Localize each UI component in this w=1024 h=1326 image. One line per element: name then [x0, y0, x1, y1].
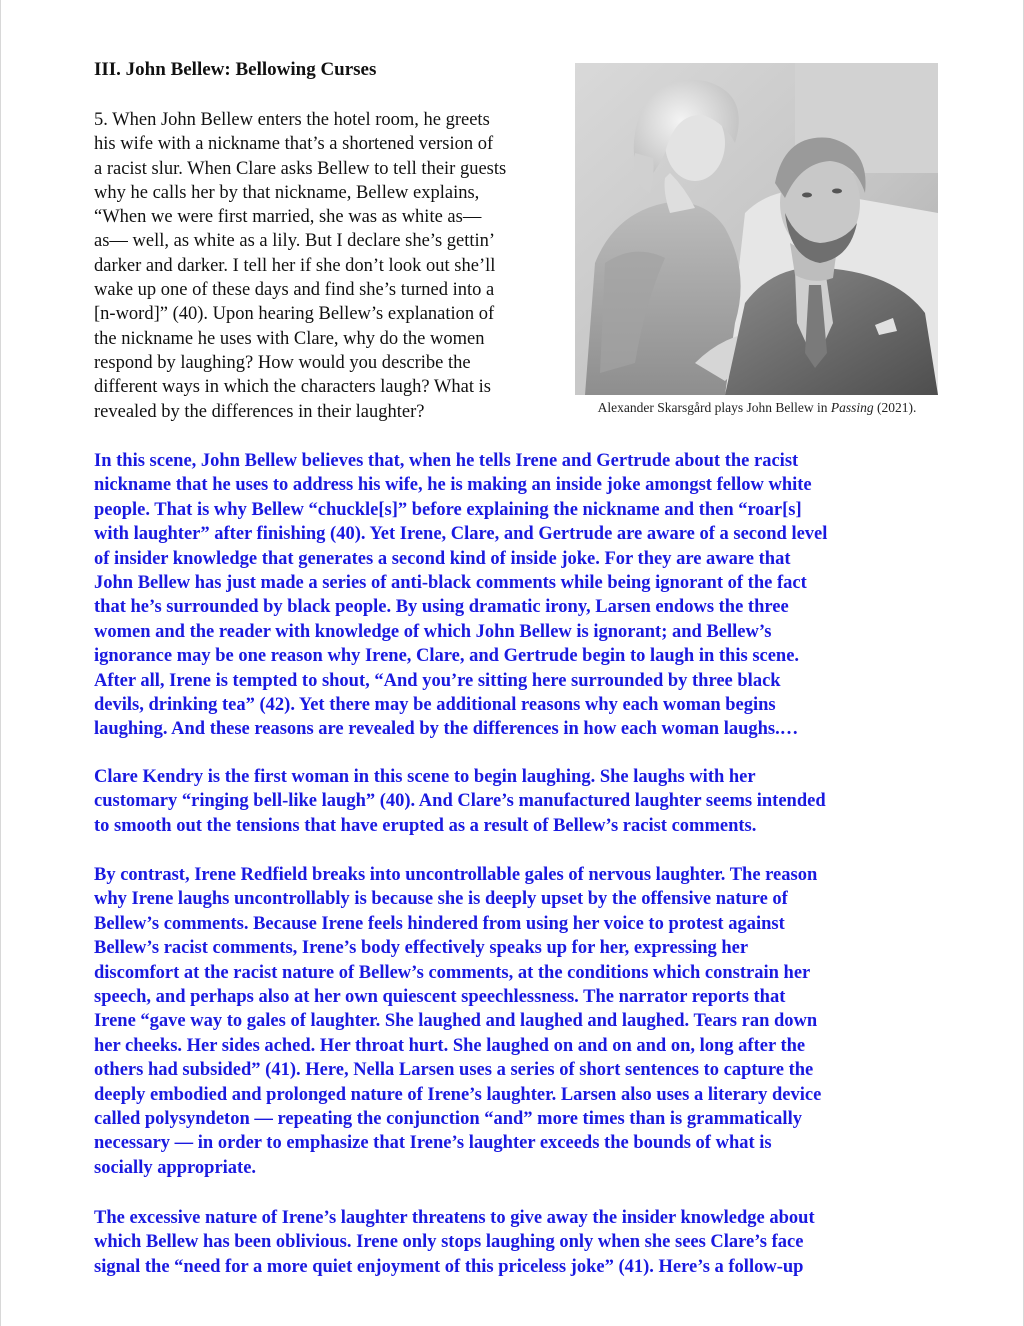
answer-line: people. That is why Bellew “chuckle[s]” before explaining the nickname and then “roar[s]: [94, 499, 802, 520]
answer-line: After all, Irene is tempted to shout, “And you’re sitting here surrounded by three black: [94, 670, 781, 691]
answer-line: that he’s surrounded by black people. By using dramatic irony, Larsen endows the three: [94, 597, 789, 618]
question-paragraph: [94, 108, 564, 424]
caption-year: (2021).: [873, 400, 917, 415]
answer-line: ignorance may be one reason why Irene, Clare, and Gertrude begin to laugh in this scene.: [94, 646, 800, 667]
answer-line: her cheeks. Her sides ached. Her throat hurt. She laughed on and on and on, long after the: [94, 1035, 806, 1056]
answer-line: By contrast, Irene Redfield breaks into uncontrollable gales of nervous laughter. The reason: [94, 865, 818, 885]
answer-line: with laughter” after finishing (40). Yet Irene, Clare, and Gertrude are aware of a second level: [94, 524, 828, 545]
answer-line: The excessive nature of Irene’s laughter threatens to give away the insider knowledge about: [94, 1208, 815, 1228]
section-heading: III. John Bellew: Bellowing Curses: [94, 59, 377, 80]
caption-film-title: Passing: [830, 400, 874, 415]
answer-line: socially appropriate.: [94, 1157, 257, 1178]
answer-line: Bellew’s comments. Because Irene feels hindered from using her voice to protest against: [94, 913, 785, 934]
answer-line: which Bellew has been oblivious. Irene only stops laughing only when she sees Clare’s face: [94, 1232, 804, 1253]
figure-caption: [575, 400, 939, 416]
answer-line: deeply embodied and prolonged nature of Irene’s laughter. Larsen also uses a literary device: [94, 1084, 822, 1105]
answer-line: customary “ringing bell-like laugh” (40). And Clare’s manufactured laughter seems intended: [94, 791, 826, 812]
question-line: his wife with a nickname that’s a shortened version of: [94, 134, 494, 155]
question-line: the nickname he uses with Clare, why do the women: [94, 328, 485, 349]
answer-paragraph-4: [94, 1206, 954, 1279]
question-line: 5. When John Bellew enters the hotel room, he greets: [94, 110, 490, 130]
film-still-figure: [575, 63, 939, 416]
question-line: a racist slur. When Clare asks Bellew to tell their guests: [94, 158, 507, 179]
caption-text: Alexander Skarsgård plays John Bellew in: [597, 400, 831, 415]
question-line: respond by laughing? How would you describe the: [94, 352, 471, 373]
answer-line: women and the reader with knowledge of which John Bellew is ignorant; and Bellew’s: [94, 621, 772, 642]
question-line: “When we were first married, she was as white as—: [94, 207, 482, 228]
answer-line: called polysyndeton — repeating the conjunction “and” more times than is grammatically: [94, 1109, 802, 1130]
answer-line: Clare Kendry is the first woman in this scene to begin laughing. She laughs with her: [94, 767, 756, 787]
question-line: different ways in which the characters laugh? What is: [94, 377, 491, 398]
question-line: why he calls her by that nickname, Bellew explains,: [94, 182, 480, 203]
answer-line: nickname that he uses to address his wife, he is making an inside joke amongst fellow white: [94, 475, 812, 496]
answer-line: speech, and perhaps also at her own quiescent speechlessness. The narrator reports that: [94, 987, 786, 1008]
answer-line: John Bellew has just made a series of anti-black comments while being ignorant of the fact: [94, 573, 807, 594]
question-line: as— well, as white as a lily. But I declare she’s gettin’: [94, 231, 496, 252]
question-line: darker and darker. I tell her if she don’t look out she’ll: [94, 255, 496, 276]
answer-line: necessary — in order to emphasize that Irene’s laughter exceeds the bounds of what is: [94, 1133, 772, 1154]
answer-paragraph-1: [94, 449, 954, 742]
question-line: wake up one of these days and find she’s turned into a: [94, 280, 495, 301]
film-still-photo: [575, 63, 938, 395]
answer-line: signal the “need for a more quiet enjoyment of this priceless joke” (41). Here’s a follow-up: [94, 1256, 804, 1277]
answer-line: Bellew’s racist comments, Irene’s body effectively speaks up for her, expressing her: [94, 938, 749, 959]
answer-line: of insider knowledge that generates a second kind of inside joke. For they are aware that: [94, 548, 791, 569]
answer-line: discomfort at the racist nature of Bellew’s comments, at the conditions which constrain her: [94, 962, 811, 983]
answer-line: laughing. And these reasons are revealed by the differences in how each woman laughs.…: [94, 719, 799, 740]
answer-line: why Irene laughs uncontrollably is because she is deeply upset by the offensive nature of: [94, 889, 788, 910]
question-line: revealed by the differences in their laughter?: [94, 401, 425, 422]
answer-line: to smooth out the tensions that have erupted as a result of Bellew’s racist comments.: [94, 815, 757, 836]
answer-line: devils, drinking tea” (42). Yet there may be additional reasons why each woman begins: [94, 695, 776, 716]
answer-line: Irene “gave way to gales of laughter. She laughed and laughed and laughed. Tears ran down: [94, 1011, 818, 1032]
answer-line: In this scene, John Bellew believes that, when he tells Irene and Gertrude about the racist: [94, 451, 799, 471]
answer-paragraph-2: [94, 765, 954, 838]
question-line: [n-word]” (40). Upon hearing Bellew’s explanation of: [94, 304, 495, 325]
answer-line: others had subsided” (41). Here, Nella Larsen uses a series of short sentences to capture the: [94, 1060, 814, 1081]
answer-paragraph-3: [94, 863, 954, 1180]
